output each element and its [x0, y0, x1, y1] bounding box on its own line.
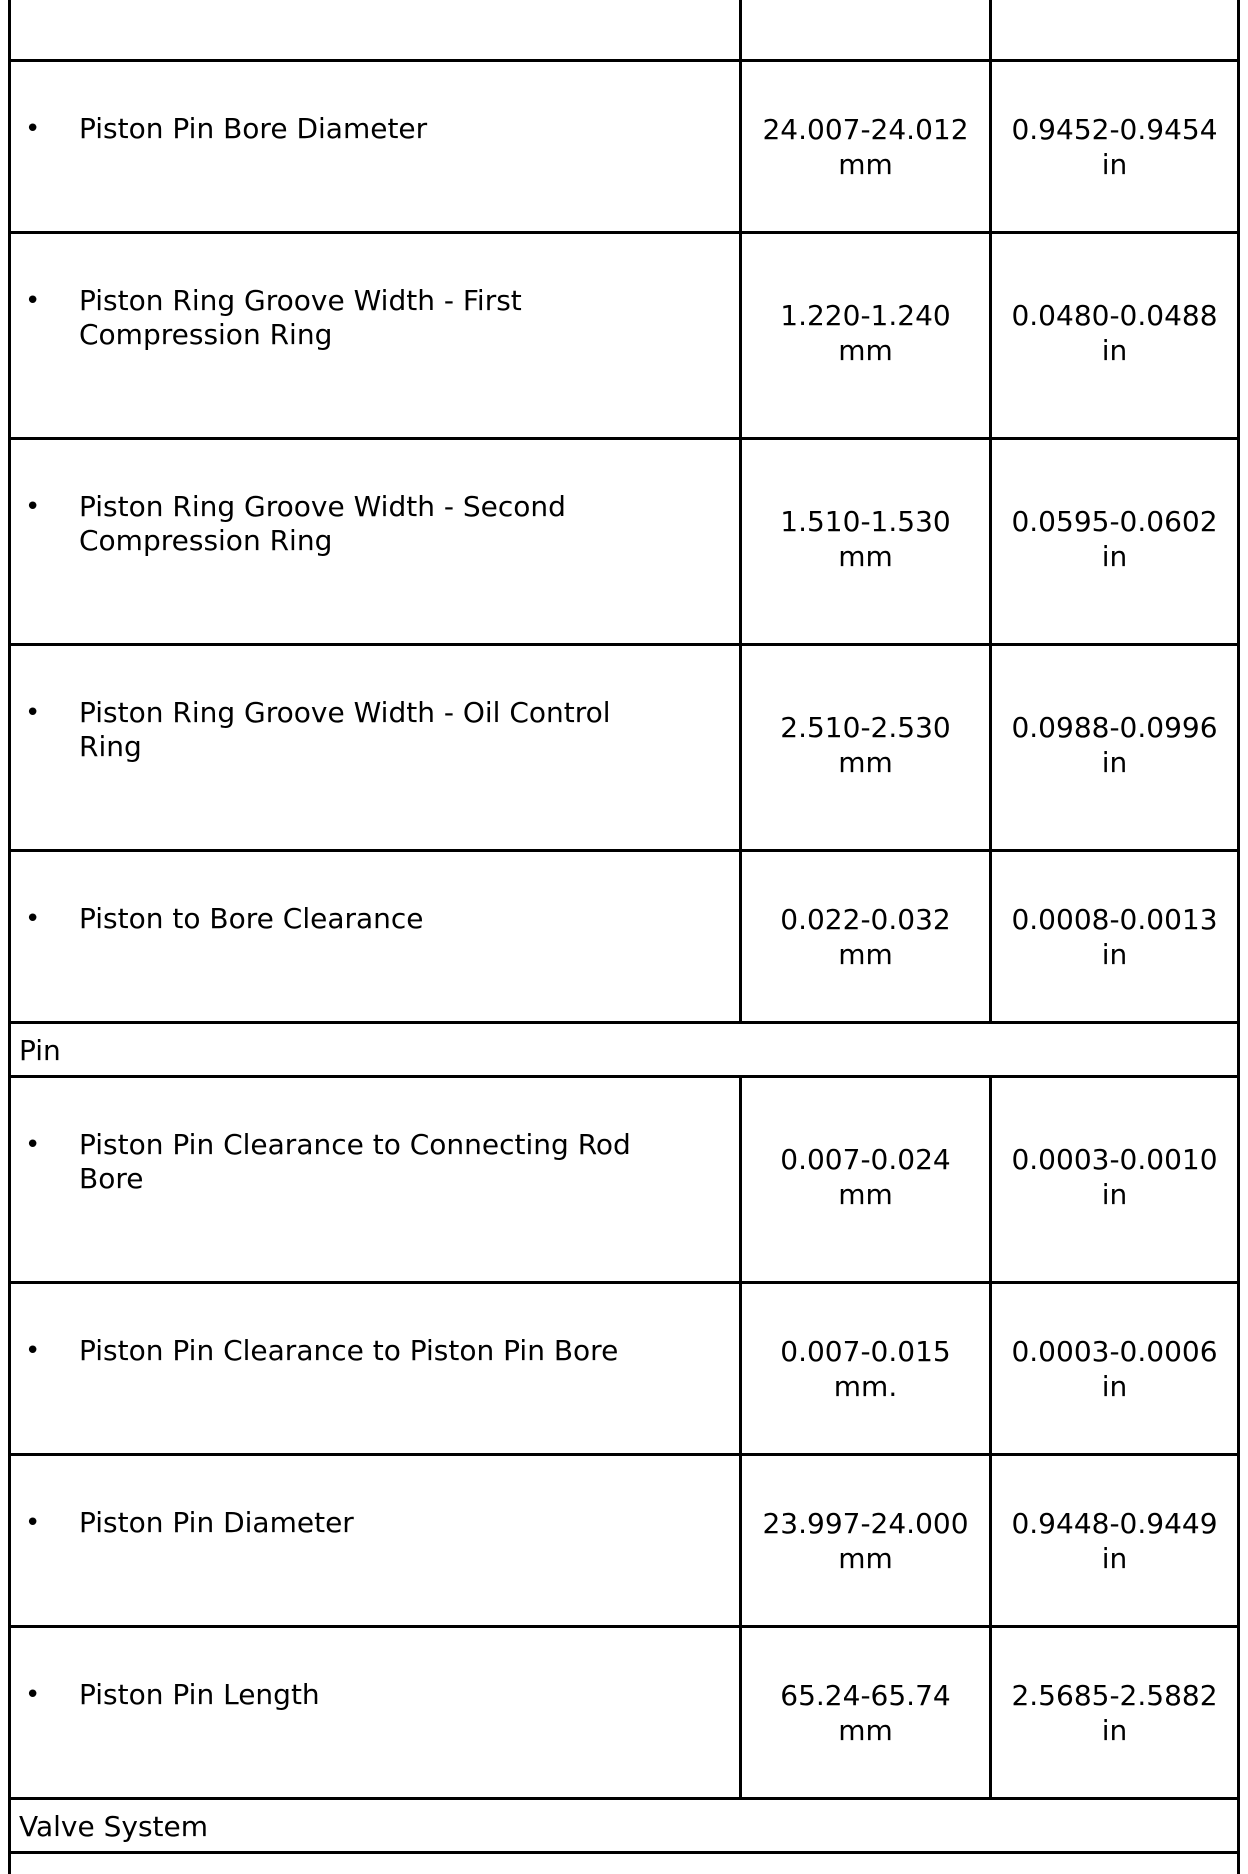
metric-unit: mm: [838, 938, 893, 971]
desc-cell: [11, 1628, 739, 1797]
bullet-icon: •: [25, 698, 41, 728]
imperial-cell: [989, 1628, 1237, 1797]
imperial-unit: in: [1101, 334, 1128, 367]
imperial-unit: in: [1101, 148, 1128, 181]
imperial-unit: in: [1101, 1714, 1128, 1747]
bullet-icon: •: [25, 1130, 41, 1160]
table-row: [8, 1628, 1240, 1800]
imperial-cell: [989, 0, 1237, 59]
bullet-icon: •: [25, 1680, 41, 1710]
metric-value: 0.007-0.024: [780, 1143, 951, 1176]
metric-value: 1.510-1.530: [780, 505, 951, 538]
metric-cell: [739, 1284, 989, 1453]
section-heading-row: [8, 1800, 1240, 1854]
metric-unit: mm: [838, 1178, 893, 1211]
spec-label: Piston Ring Groove Width - Second Compression Ring: [79, 490, 566, 557]
spec-label: Piston Pin Clearance to Connecting Rod Bore: [79, 1128, 631, 1195]
table-row: [8, 62, 1240, 234]
bullet-icon: •: [25, 492, 41, 522]
imperial-cell: [989, 62, 1237, 231]
metric-value: 1.220-1.240: [780, 299, 951, 332]
metric-value: 0.022-0.032: [780, 903, 951, 936]
metric-unit: mm: [838, 334, 893, 367]
desc-cell: [11, 0, 739, 59]
table-row: [8, 852, 1240, 1024]
table-row: [8, 1078, 1240, 1284]
imperial-value: 2.5685-2.5882: [1011, 1679, 1218, 1712]
imperial-unit: in: [1101, 1542, 1128, 1575]
metric-value: 2.510-2.530: [780, 711, 951, 744]
spec-label: Piston Pin Diameter: [79, 1506, 354, 1539]
imperial-unit: in: [1101, 938, 1128, 971]
metric-cell: [739, 440, 989, 643]
spec-table: [8, 0, 1240, 1874]
spec-label: Piston Ring Groove Width - Oil Control Ring: [79, 696, 611, 763]
bullet-icon: •: [25, 1508, 41, 1538]
imperial-value: 0.0595-0.0602: [1011, 505, 1218, 538]
metric-cell: [739, 234, 989, 437]
desc-cell: [11, 62, 739, 231]
desc-cell: [11, 440, 739, 643]
bullet-icon: •: [25, 904, 41, 934]
spec-label: Piston Pin Clearance to Piston Pin Bore: [79, 1334, 619, 1367]
metric-value: 23.997-24.000: [762, 1507, 969, 1540]
section-heading-valve-system: Valve System: [19, 1810, 209, 1843]
desc-cell: [11, 234, 739, 437]
imperial-value: 0.9452-0.9454: [1011, 113, 1218, 146]
table-row-continues: [8, 1854, 1240, 1874]
desc-cell: [11, 1284, 739, 1453]
imperial-unit: in: [1101, 746, 1128, 779]
metric-value: 0.007-0.015: [780, 1335, 951, 1368]
metric-unit: mm: [838, 1542, 893, 1575]
metric-cell: [739, 646, 989, 849]
imperial-cell: [989, 1456, 1237, 1625]
desc-cell: [11, 852, 739, 1021]
imperial-unit: in: [1101, 1178, 1128, 1211]
spec-label: Piston to Bore Clearance: [79, 902, 424, 935]
imperial-value: 0.0003-0.0006: [1011, 1335, 1218, 1368]
desc-cell: [11, 1456, 739, 1625]
imperial-value: 0.0480-0.0488: [1011, 299, 1218, 332]
imperial-cell: [989, 852, 1237, 1021]
metric-unit: mm: [838, 746, 893, 779]
imperial-cell: [989, 646, 1237, 849]
metric-unit: mm: [838, 148, 893, 181]
imperial-cell: [989, 1284, 1237, 1453]
imperial-unit: in: [1101, 1370, 1128, 1403]
imperial-cell: [989, 234, 1237, 437]
imperial-value: 0.0988-0.0996: [1011, 711, 1218, 744]
imperial-unit: in: [1101, 540, 1128, 573]
table-row: [8, 646, 1240, 852]
metric-cell: [739, 1628, 989, 1797]
metric-cell: [739, 62, 989, 231]
spec-label: Piston Pin Bore Diameter: [79, 112, 428, 145]
imperial-value: 0.0003-0.0010: [1011, 1143, 1218, 1176]
imperial-value: 0.0008-0.0013: [1011, 903, 1218, 936]
bullet-icon: •: [25, 286, 41, 316]
spec-label: Piston Pin Length: [79, 1678, 320, 1711]
bullet-icon: •: [25, 1336, 41, 1366]
table-row-continued: [8, 0, 1240, 62]
metric-unit: mm.: [833, 1370, 898, 1403]
imperial-cell: [989, 1078, 1237, 1281]
metric-unit: mm: [838, 1714, 893, 1747]
table-row: [8, 440, 1240, 646]
spec-label: Piston Ring Groove Width - First Compression Ring: [79, 284, 522, 351]
table-row: [8, 1456, 1240, 1628]
metric-cell: [739, 0, 989, 59]
metric-value: 65.24-65.74: [780, 1679, 951, 1712]
imperial-cell: [989, 440, 1237, 643]
metric-cell: [739, 852, 989, 1021]
desc-cell: [11, 646, 739, 849]
section-heading-row: [8, 1024, 1240, 1078]
table-row: [8, 234, 1240, 440]
metric-unit: mm: [838, 540, 893, 573]
section-heading-pin: Pin: [19, 1034, 61, 1067]
metric-cell: [739, 1078, 989, 1281]
bullet-icon: •: [25, 114, 41, 144]
metric-value: 24.007-24.012: [762, 113, 969, 146]
metric-cell: [739, 1456, 989, 1625]
table-row: [8, 1284, 1240, 1456]
imperial-value: 0.9448-0.9449: [1011, 1507, 1218, 1540]
desc-cell: [11, 1078, 739, 1281]
